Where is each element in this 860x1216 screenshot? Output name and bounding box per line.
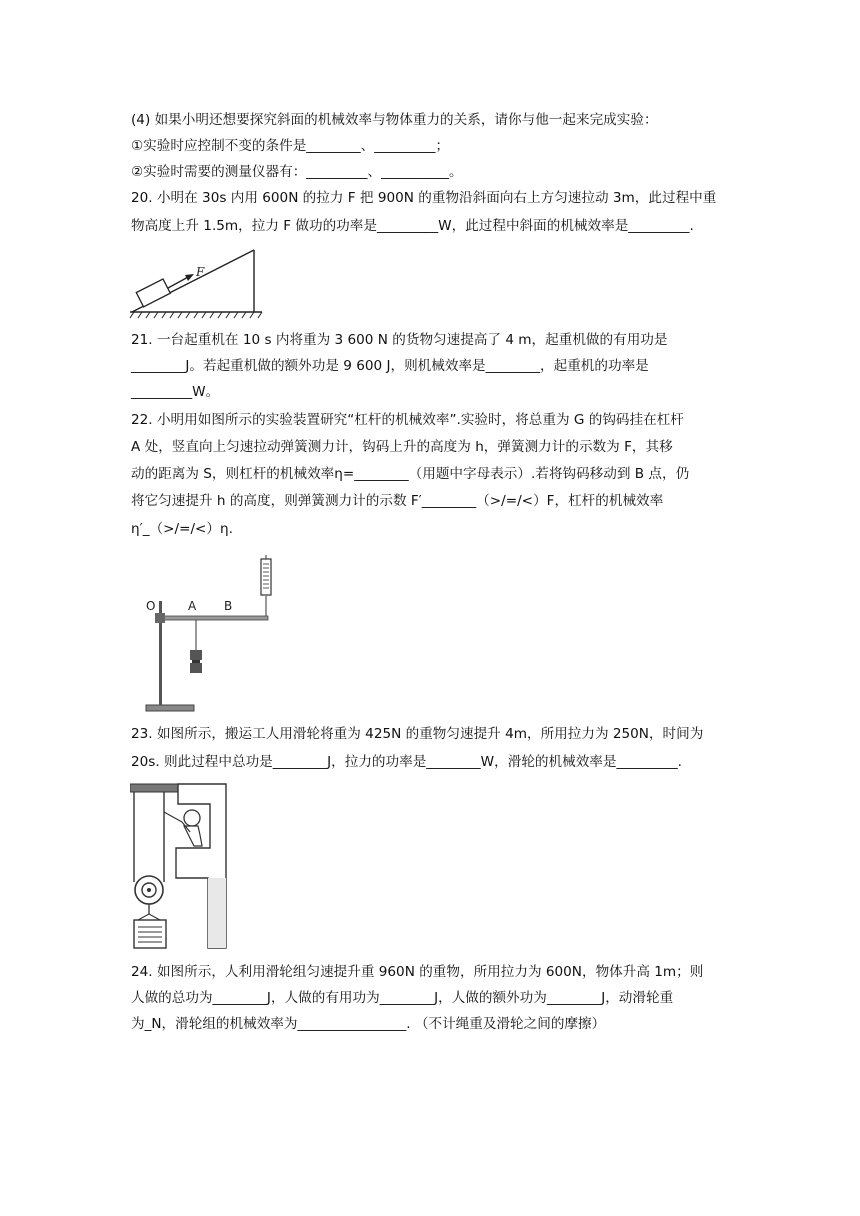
q21-line2: ________J。若起重机做的额外功是 9 600 J，则机械效率是________，起重机的功率是 [131, 358, 649, 374]
q22-line5: η′_（>/=/<）η. [131, 521, 233, 537]
stand-base [146, 705, 194, 711]
block [136, 279, 170, 307]
q22-line2: A 处，竖直向上匀速拉动弹簧测力计，钩码上升的高度为 h，弹簧测力计的示数为 F，其移 [131, 439, 673, 455]
label-a: A [188, 599, 197, 613]
q20-line1: 20. 小明在 30s 内用 600N 的拉力 F 把 900N 的重物沿斜面向右上方匀速拉动 3m，此过程中重 [131, 190, 717, 206]
load-crate [134, 920, 166, 948]
q24-line1: 24. 如图所示，人利用滑轮组匀速提升重 960N 的重物，所用拉力为 600N，物体升高 1m；则 [131, 964, 704, 980]
worker-head [184, 810, 200, 826]
lever-diagram [140, 555, 280, 717]
q19-item2-text: ②实验时需要的测量仪器有：_________、__________。 [131, 164, 463, 180]
q20-line2: 物高度上升 1.5m，拉力 F 做功的功率是_________W，此过程中斜面的机械效率是_________. [131, 218, 694, 234]
label-b: B [224, 599, 233, 613]
q24-line3: 为_N，滑轮组的机械效率为________________. （不计绳重及滑轮之间的摩擦） [131, 1016, 606, 1032]
q19-item1-text: ①实验时应控制不变的条件是________、_________； [131, 138, 450, 154]
pivot-clamp [155, 613, 165, 623]
q23-line2: 20s. 则此过程中总功是________J，拉力的功率是________W，滑轮的机械效率是_________. [131, 754, 682, 770]
q19-part4-text: (4) 如果小明还想要探究斜面的机械效率与物体重力的关系，请你与他一起来完成实验： [131, 112, 658, 128]
q22-line1: 22. 小明用如图所示的实验装置研究“杠杆的机械效率”.实验时，将总重为 G 的钩码挂在杠杆 [131, 412, 684, 428]
q24-line2: 人做的总功为________J，人做的有用功为________J，人做的额外功为________J，动滑轮重 [131, 990, 674, 1006]
q22-line4: 将它匀速提升 h 的高度，则弹簧测力计的示数 F′________（>/=/<）F，杠杆的机械效率 [131, 493, 664, 509]
q21-line3: _________W。 [131, 384, 220, 400]
weight-top [190, 650, 202, 660]
pulley-worker-diagram [130, 782, 230, 952]
incline-diagram [128, 246, 268, 322]
rope-to-worker [164, 812, 182, 822]
worker-body [184, 826, 202, 846]
top-beam [130, 784, 178, 792]
force-label: F [196, 265, 205, 279]
ground-hatch [130, 312, 262, 318]
q21-line1: 21. 一台起重机在 10 s 内将重为 3 600 N 的货物匀速提高了 4 m，起重机做的有用功是 [131, 332, 668, 348]
label-o: O [146, 599, 156, 613]
q23-line1: 23. 如图所示，搬运工人用滑轮将重为 425N 的重物匀速提升 4m，所用拉力为 250N，时间为 [131, 726, 704, 742]
q22-line3: 动的距离为 S，则杠杆的机械效率η=________（用题中字母表示）.若将钩码移动到 B 点，仍 [131, 466, 690, 482]
weight-bottom [190, 663, 202, 673]
lever-bar [158, 616, 268, 620]
force-arrowhead [185, 274, 194, 281]
spring-scale [261, 559, 271, 595]
